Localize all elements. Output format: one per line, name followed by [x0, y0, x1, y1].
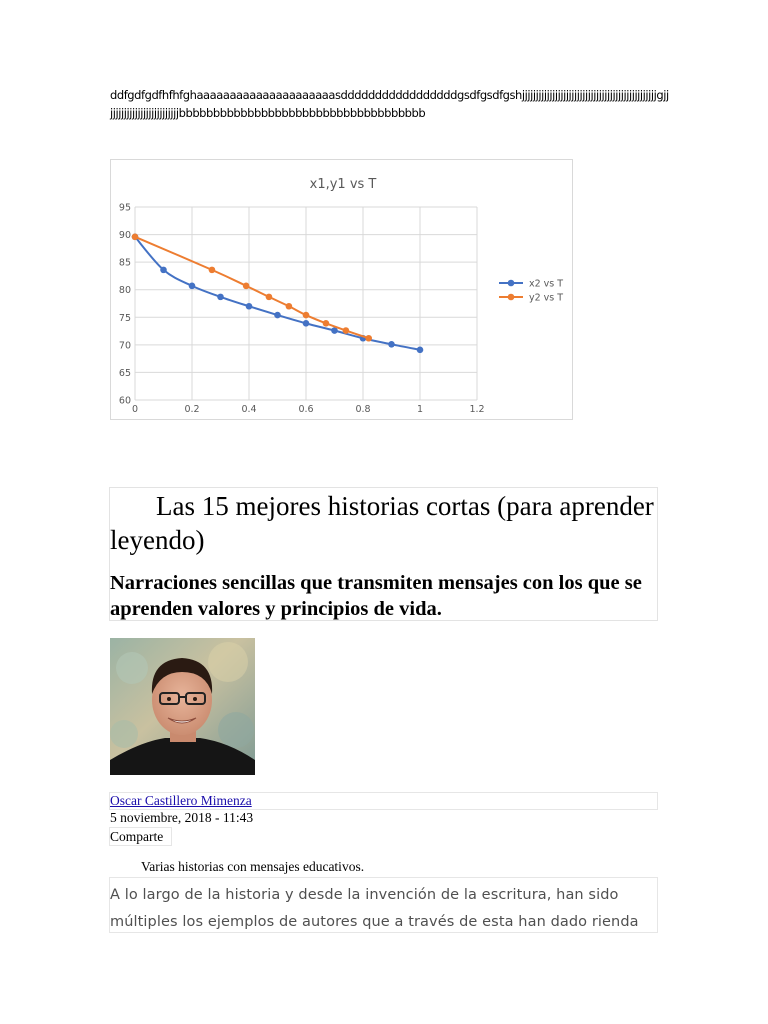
legend-swatch-marker [508, 280, 515, 287]
x-tick-label: 1.2 [469, 404, 485, 415]
legend-label: x2 vs T [529, 278, 564, 290]
data-point [246, 303, 253, 310]
legend-swatch-marker [508, 294, 515, 301]
author-byline [109, 792, 658, 810]
x-tick-label: 0.4 [241, 404, 257, 415]
author-link[interactable]: Oscar Castillero Mimenza [110, 793, 252, 808]
article-title: Las 15 mejores historias cortas (para aprender leyendo) [110, 491, 654, 555]
y-tick-label: 75 [118, 312, 131, 324]
y-tick-label: 90 [118, 230, 131, 242]
share-button[interactable]: Comparte [110, 829, 164, 844]
publish-date: 5 noviembre, 2018 - 11:43 [110, 810, 254, 825]
chart-title: x1,y1 vs T [309, 177, 377, 192]
chart-series [132, 233, 424, 353]
article-subtitle: Narraciones sencillas que transmiten mensajes con los que se aprenden valores y principios de vida. [110, 572, 642, 620]
share-container [109, 827, 172, 846]
y-tick-label: 60 [118, 395, 131, 407]
data-point [323, 320, 330, 327]
data-point [266, 294, 273, 301]
author-portrait-image [110, 638, 255, 775]
data-point [343, 327, 350, 334]
data-point [209, 267, 216, 274]
data-point [243, 283, 250, 290]
y-tick-label: 70 [118, 340, 131, 352]
data-point [303, 312, 310, 319]
data-point [286, 303, 293, 310]
article-header [109, 487, 658, 621]
series-line-0 [135, 237, 420, 350]
line-chart [111, 160, 574, 421]
data-point [303, 320, 310, 327]
y-tick-label: 80 [118, 285, 131, 297]
x-tick-label: 0.6 [298, 404, 314, 415]
chart-legend [499, 279, 563, 304]
data-point [365, 335, 372, 342]
y-tick-label: 85 [118, 257, 131, 269]
x-tick-label: 0.8 [355, 404, 371, 415]
series-line-1 [135, 237, 369, 338]
article-body-text: A lo largo de la historia y desde la invención de la escritura, han sido múltiples los ejemplos de autores que a través de esta han dado rienda [110, 887, 639, 930]
data-point [274, 312, 281, 319]
y-tick-label: 95 [118, 202, 131, 214]
data-point [132, 233, 139, 240]
data-point [217, 294, 224, 301]
top-paragraph: ddfgdfgdfhfhfghaaaaaaaaaaaaaaaaaaaaasdddddddddddddddddgsdfgsdfgshjjjjjjjjjjjjjjjjjjjjjjjjjjjjjjjjjjjjjjjjjjjjjjjjjgjjjjjjjjjjjjjjjjjjjjjjjjjjjbbbbbbbbbbbbbbbbbbbbbbbbbbbbbbbbbbbb [110, 88, 669, 120]
data-point [388, 341, 395, 348]
chart-grid [135, 207, 477, 400]
data-point [189, 283, 196, 290]
x-tick-label: 1 [416, 404, 424, 415]
x-tick-label: 0.2 [184, 404, 200, 415]
x-tick-label: 0 [131, 404, 139, 415]
chart-container [110, 159, 573, 420]
image-caption: Varias historias con mensajes educativos. [141, 859, 365, 874]
legend-label: y2 vs T [529, 292, 564, 304]
author-photo [110, 638, 255, 775]
data-point [160, 267, 167, 274]
article-body [109, 877, 658, 933]
y-tick-label: 65 [118, 367, 131, 379]
data-point [417, 347, 424, 354]
